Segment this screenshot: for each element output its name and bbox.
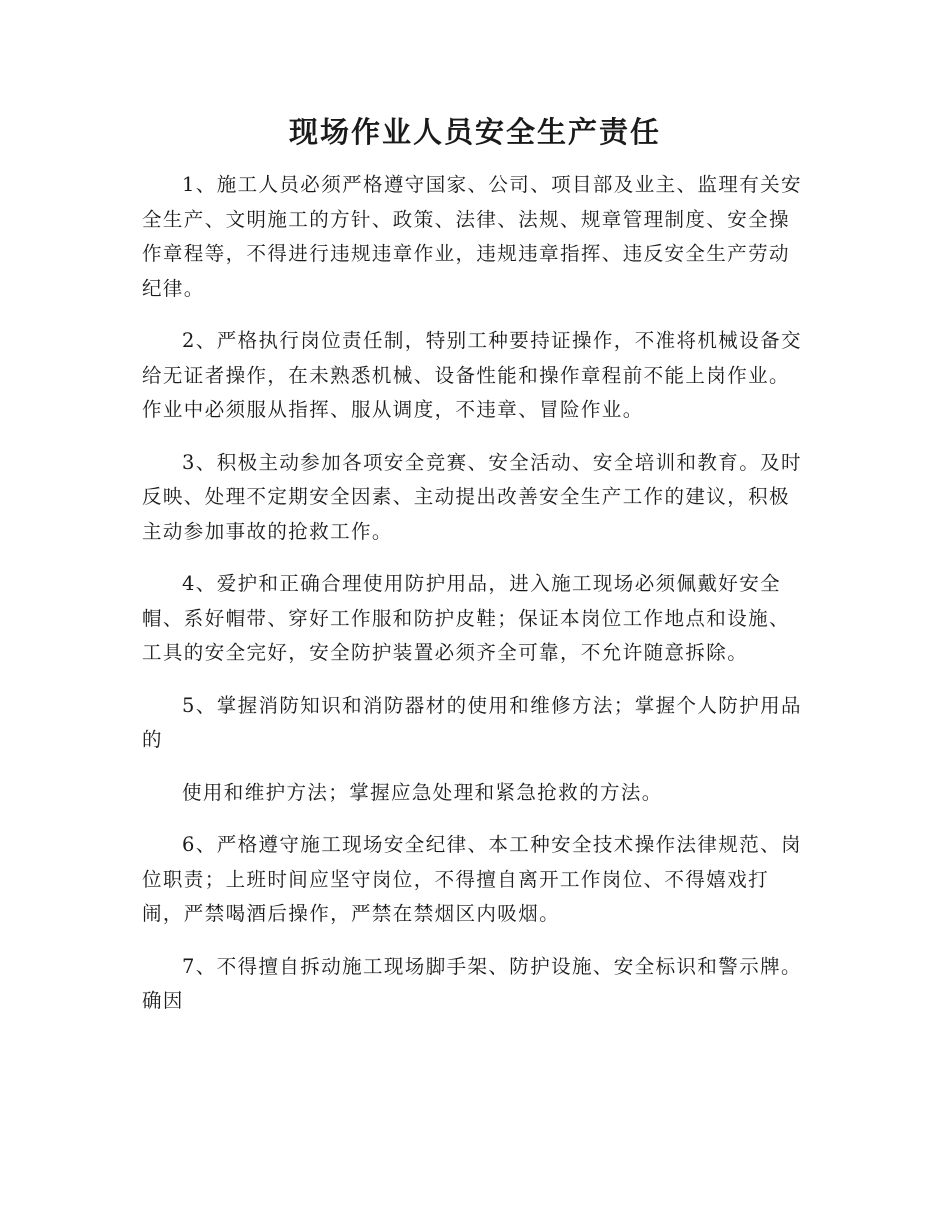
paragraph-5-continued: 使用和维护方法；掌握应急处理和紧急抢救的方法。 <box>182 780 663 804</box>
paragraph-2: 2、严格执行岗位责任制，特别工种要持证操作，不准将机械设备交给无证者操作，在未熟悉机械、设备性能和操作章程前不能上岗作业。作业中必须服从指挥、服从调度，不违章、冒险作业。 <box>142 329 802 421</box>
paragraph-3: 3、积极主动参加各项安全竞赛、安全活动、安全培训和教育。及时反映、处理不定期安全因素、主动提出改善安全生产工作的建议，积极主动参加事故的抢救工作。 <box>142 450 802 543</box>
paragraph-7: 7、不得擅自拆动施工现场脚手架、防护设施、安全标识和警示牌。确因 <box>142 954 802 1012</box>
paragraph-6: 6、严格遵守施工现场安全纪律、本工种安全技术操作法律规范、岗位职责；上班时间应坚守岗位，不得擅自离开工作岗位、不得嬉戏打闹，严禁喝酒后操作，严禁在禁烟区内吸烟。 <box>142 833 802 925</box>
document-body <box>142 168 810 1037</box>
paragraph-5: 5、掌握消防知识和消防器材的使用和维修方法；掌握个人防护用品的 <box>142 693 802 751</box>
paragraph-4: 4、爱护和正确合理使用防护用品，进入施工现场必须佩戴好安全帽、系好帽带、穿好工作服和防护皮鞋；保证本岗位工作地点和设施、工具的安全完好，安全防护装置必须齐全可靠，不允许随意拆除。 <box>142 572 790 664</box>
paragraph-1: 1、施工人员必须严格遵守国家、公司、项目部及业主、监理有关安全生产、文明施工的方针、政策、法律、法规、规章管理制度、安全操作章程等，不得进行违规违章作业，违规违章指挥、违反安全生产劳动纪律。 <box>142 173 802 300</box>
document-title: 现场作业人员安全生产责任 <box>288 115 661 149</box>
